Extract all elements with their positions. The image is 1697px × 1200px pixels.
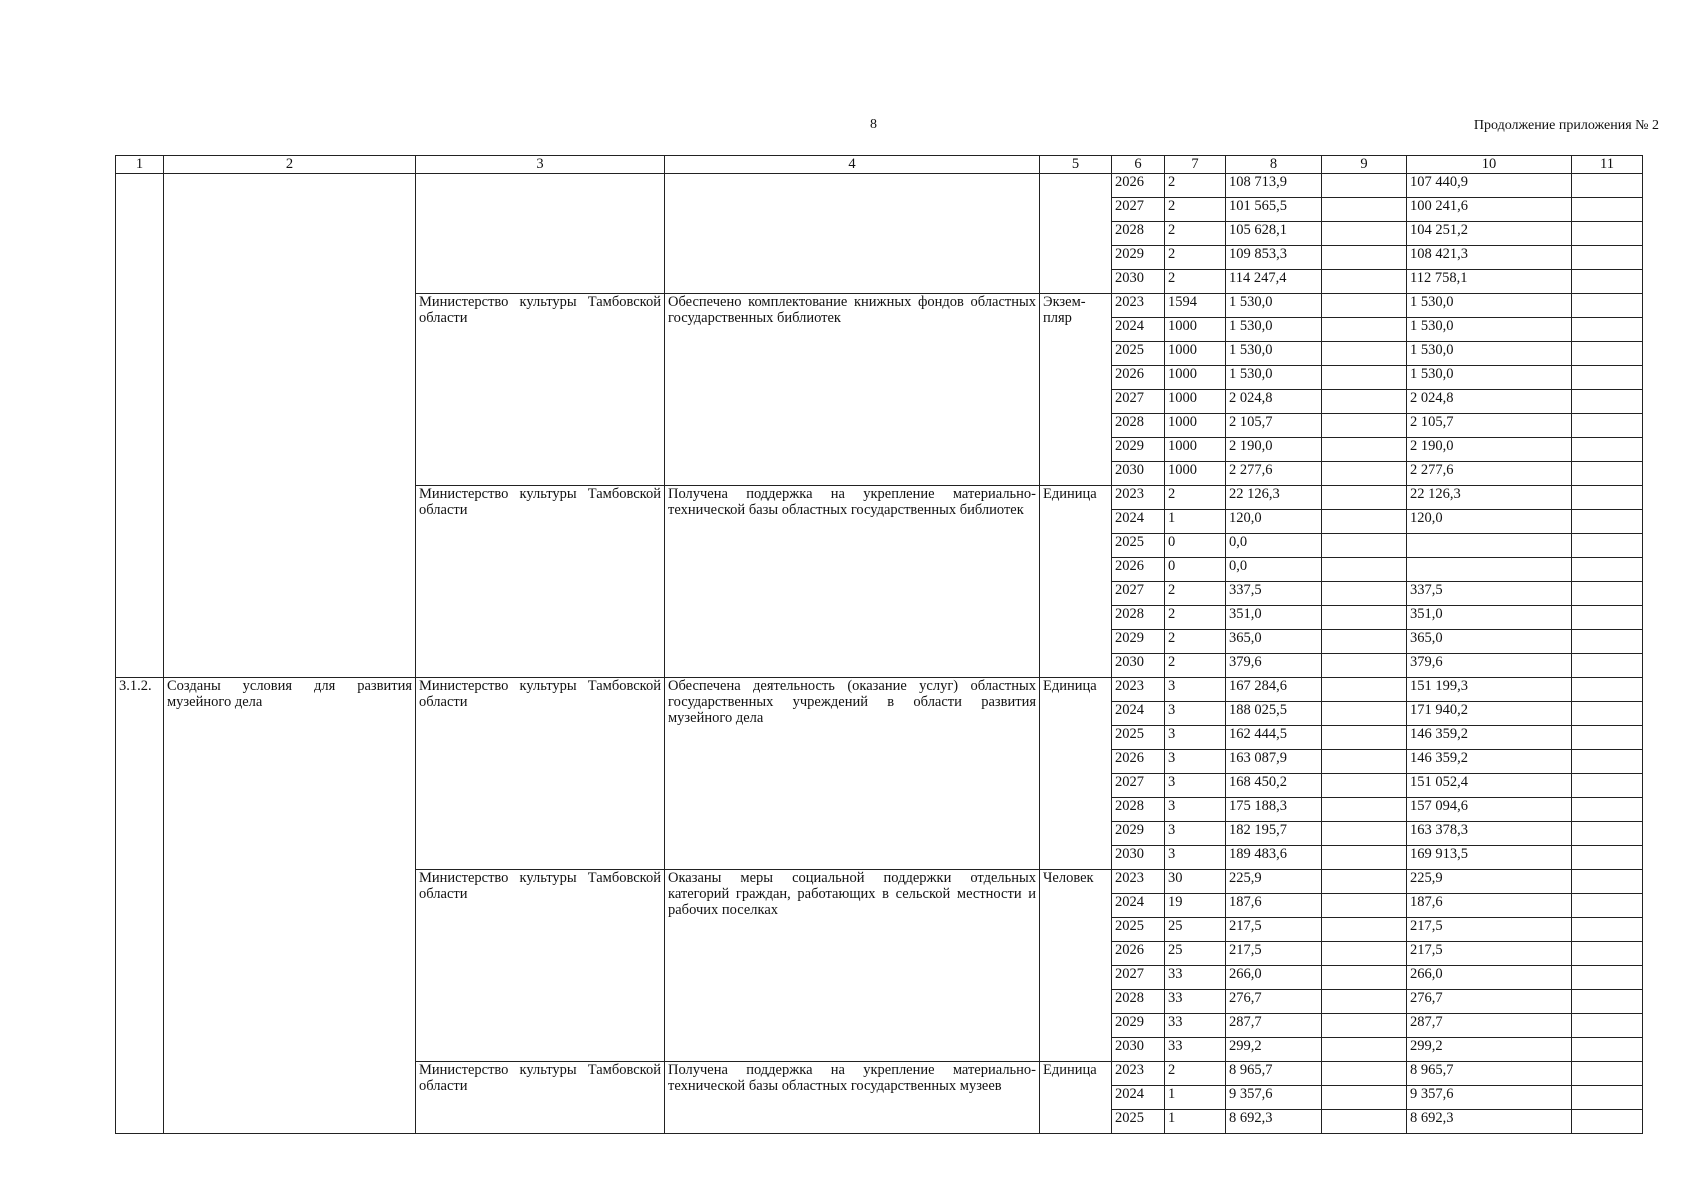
local-funding-cell [1572, 1086, 1643, 1110]
total-funding-cell: 299,2 [1226, 1038, 1322, 1062]
indicator-value-cell: 1 [1165, 1110, 1226, 1134]
regional-funding-cell: 1 530,0 [1407, 342, 1572, 366]
regional-funding-cell: 8 965,7 [1407, 1062, 1572, 1086]
year-cell: 2023 [1112, 294, 1165, 318]
federal-funding-cell [1322, 942, 1407, 966]
unit-cell: Человек [1040, 870, 1112, 1062]
federal-funding-cell [1322, 750, 1407, 774]
federal-funding-cell [1322, 510, 1407, 534]
regional-funding-cell: 169 913,5 [1407, 846, 1572, 870]
total-funding-cell: 379,6 [1226, 654, 1322, 678]
column-header-3: 3 [416, 156, 665, 174]
year-cell: 2027 [1112, 774, 1165, 798]
year-cell: 2029 [1112, 246, 1165, 270]
total-funding-cell: 162 444,5 [1226, 726, 1322, 750]
result-cell: Получена поддержка на укрепление материально-технической базы областных государственных библиотек [665, 486, 1040, 678]
total-funding-cell: 188 025,5 [1226, 702, 1322, 726]
federal-funding-cell [1322, 606, 1407, 630]
federal-funding-cell [1322, 774, 1407, 798]
total-funding-cell: 163 087,9 [1226, 750, 1322, 774]
indicator-value-cell: 2 [1165, 606, 1226, 630]
regional-funding-cell: 9 357,6 [1407, 1086, 1572, 1110]
regional-funding-cell: 100 241,6 [1407, 198, 1572, 222]
year-cell: 2023 [1112, 486, 1165, 510]
local-funding-cell [1572, 606, 1643, 630]
indicator-value-cell: 1 [1165, 510, 1226, 534]
regional-funding-cell: 1 530,0 [1407, 366, 1572, 390]
year-cell: 2027 [1112, 198, 1165, 222]
regional-funding-cell [1407, 558, 1572, 582]
federal-funding-cell [1322, 270, 1407, 294]
local-funding-cell [1572, 990, 1643, 1014]
local-funding-cell [1572, 486, 1643, 510]
local-funding-cell [1572, 630, 1643, 654]
total-funding-cell: 182 195,7 [1226, 822, 1322, 846]
local-funding-cell [1572, 270, 1643, 294]
regional-funding-cell: 266,0 [1407, 966, 1572, 990]
federal-funding-cell [1322, 894, 1407, 918]
federal-funding-cell [1322, 702, 1407, 726]
result-cell: Обеспечено комплектование книжных фондов областных государственных библиотек [665, 294, 1040, 486]
local-funding-cell [1572, 246, 1643, 270]
year-cell: 2027 [1112, 966, 1165, 990]
federal-funding-cell [1322, 174, 1407, 198]
page-number: 8 [870, 117, 877, 132]
indicator-value-cell: 1594 [1165, 294, 1226, 318]
task-name: Созданы условия для развития музейного дела [164, 678, 416, 1134]
table-body [116, 174, 1643, 1134]
local-funding-cell [1572, 678, 1643, 702]
total-funding-cell: 167 284,6 [1226, 678, 1322, 702]
total-funding-cell: 114 247,4 [1226, 270, 1322, 294]
federal-funding-cell [1322, 630, 1407, 654]
indicator-value-cell: 1000 [1165, 390, 1226, 414]
item-number [116, 174, 164, 678]
year-cell: 2029 [1112, 438, 1165, 462]
column-header-8: 8 [1226, 156, 1322, 174]
federal-funding-cell [1322, 870, 1407, 894]
local-funding-cell [1572, 366, 1643, 390]
total-funding-cell: 8 965,7 [1226, 1062, 1322, 1086]
total-funding-cell: 337,5 [1226, 582, 1322, 606]
indicator-value-cell: 25 [1165, 918, 1226, 942]
regional-funding-cell: 108 421,3 [1407, 246, 1572, 270]
indicator-value-cell: 3 [1165, 798, 1226, 822]
year-cell: 2027 [1112, 390, 1165, 414]
local-funding-cell [1572, 438, 1643, 462]
regional-funding-cell: 299,2 [1407, 1038, 1572, 1062]
continuation-label: Продолжение приложения № 2 [1473, 118, 1659, 133]
federal-funding-cell [1322, 822, 1407, 846]
federal-funding-cell [1322, 246, 1407, 270]
regional-funding-cell: 1 530,0 [1407, 294, 1572, 318]
result-cell: Получена поддержка на укрепление материально-технической базы областных государственных музеев [665, 1062, 1040, 1134]
federal-funding-cell [1322, 366, 1407, 390]
regional-funding-cell: 276,7 [1407, 990, 1572, 1014]
year-cell: 2024 [1112, 318, 1165, 342]
year-cell: 2023 [1112, 1062, 1165, 1086]
indicator-value-cell: 1000 [1165, 438, 1226, 462]
federal-funding-cell [1322, 582, 1407, 606]
total-funding-cell: 1 530,0 [1226, 342, 1322, 366]
year-cell: 2029 [1112, 822, 1165, 846]
regional-funding-cell: 379,6 [1407, 654, 1572, 678]
local-funding-cell [1572, 534, 1643, 558]
federal-funding-cell [1322, 534, 1407, 558]
federal-funding-cell [1322, 438, 1407, 462]
indicator-value-cell: 33 [1165, 966, 1226, 990]
regional-funding-cell: 187,6 [1407, 894, 1572, 918]
federal-funding-cell [1322, 294, 1407, 318]
federal-funding-cell [1322, 222, 1407, 246]
regional-funding-cell: 107 440,9 [1407, 174, 1572, 198]
result-cell: Оказаны меры социальной поддержки отдельных категорий граждан, работающих в сельской местности и рабочих поселках [665, 870, 1040, 1062]
executor-cell: Министерство культуры Тамбовской области [416, 486, 665, 678]
local-funding-cell [1572, 390, 1643, 414]
local-funding-cell [1572, 1014, 1643, 1038]
result-cell: Обеспечена деятельность (оказание услуг) областных государственных учреждений в области развития музейного дела [665, 678, 1040, 870]
federal-funding-cell [1322, 486, 1407, 510]
federal-funding-cell [1322, 414, 1407, 438]
regional-funding-cell: 2 277,6 [1407, 462, 1572, 486]
regional-funding-cell: 1 530,0 [1407, 318, 1572, 342]
indicator-value-cell: 2 [1165, 198, 1226, 222]
table-row [116, 174, 1643, 198]
federal-funding-cell [1322, 726, 1407, 750]
total-funding-cell: 365,0 [1226, 630, 1322, 654]
total-funding-cell: 109 853,3 [1226, 246, 1322, 270]
total-funding-cell: 2 105,7 [1226, 414, 1322, 438]
year-cell: 2024 [1112, 702, 1165, 726]
local-funding-cell [1572, 846, 1643, 870]
year-cell: 2029 [1112, 1014, 1165, 1038]
year-cell: 2025 [1112, 342, 1165, 366]
local-funding-cell [1572, 774, 1643, 798]
year-cell: 2026 [1112, 174, 1165, 198]
regional-funding-cell: 2 190,0 [1407, 438, 1572, 462]
column-header-1: 1 [116, 156, 164, 174]
result-cell [665, 174, 1040, 294]
federal-funding-cell [1322, 966, 1407, 990]
year-cell: 2025 [1112, 1110, 1165, 1134]
indicator-value-cell: 2 [1165, 270, 1226, 294]
local-funding-cell [1572, 750, 1643, 774]
column-header-11: 11 [1572, 156, 1643, 174]
regional-funding-cell: 365,0 [1407, 630, 1572, 654]
total-funding-cell: 175 188,3 [1226, 798, 1322, 822]
total-funding-cell: 108 713,9 [1226, 174, 1322, 198]
unit-cell: Единица [1040, 678, 1112, 870]
local-funding-cell [1572, 582, 1643, 606]
regional-funding-cell: 171 940,2 [1407, 702, 1572, 726]
indicator-value-cell: 3 [1165, 774, 1226, 798]
year-cell: 2028 [1112, 414, 1165, 438]
regional-funding-cell: 163 378,3 [1407, 822, 1572, 846]
executor-cell: Министерство культуры Тамбовской области [416, 294, 665, 486]
indicator-value-cell: 2 [1165, 174, 1226, 198]
total-funding-cell: 101 565,5 [1226, 198, 1322, 222]
local-funding-cell [1572, 966, 1643, 990]
column-header-10: 10 [1407, 156, 1572, 174]
local-funding-cell [1572, 558, 1643, 582]
year-cell: 2030 [1112, 846, 1165, 870]
column-header-5: 5 [1040, 156, 1112, 174]
year-cell: 2026 [1112, 750, 1165, 774]
regional-funding-cell: 157 094,6 [1407, 798, 1572, 822]
local-funding-cell [1572, 198, 1643, 222]
year-cell: 2023 [1112, 678, 1165, 702]
executor-cell: Министерство культуры Тамбовской области [416, 870, 665, 1062]
indicator-value-cell: 33 [1165, 1038, 1226, 1062]
federal-funding-cell [1322, 390, 1407, 414]
local-funding-cell [1572, 822, 1643, 846]
local-funding-cell [1572, 1062, 1643, 1086]
indicator-value-cell: 25 [1165, 942, 1226, 966]
year-cell: 2030 [1112, 654, 1165, 678]
total-funding-cell: 189 483,6 [1226, 846, 1322, 870]
regional-funding-cell: 151 199,3 [1407, 678, 1572, 702]
indicator-value-cell: 1000 [1165, 462, 1226, 486]
total-funding-cell: 1 530,0 [1226, 366, 1322, 390]
year-cell: 2030 [1112, 270, 1165, 294]
year-cell: 2030 [1112, 1038, 1165, 1062]
federal-funding-cell [1322, 1038, 1407, 1062]
local-funding-cell [1572, 702, 1643, 726]
local-funding-cell [1572, 318, 1643, 342]
executor-cell [416, 174, 665, 294]
regional-funding-cell: 217,5 [1407, 942, 1572, 966]
regional-funding-cell: 104 251,2 [1407, 222, 1572, 246]
total-funding-cell: 22 126,3 [1226, 486, 1322, 510]
year-cell: 2027 [1112, 582, 1165, 606]
regional-funding-cell: 8 692,3 [1407, 1110, 1572, 1134]
indicator-value-cell: 0 [1165, 534, 1226, 558]
local-funding-cell [1572, 654, 1643, 678]
local-funding-cell [1572, 294, 1643, 318]
year-cell: 2029 [1112, 630, 1165, 654]
total-funding-cell: 2 024,8 [1226, 390, 1322, 414]
federal-funding-cell [1322, 1086, 1407, 1110]
indicator-value-cell: 2 [1165, 582, 1226, 606]
item-number: 3.1.2. [116, 678, 164, 1134]
local-funding-cell [1572, 726, 1643, 750]
regional-funding-cell [1407, 534, 1572, 558]
regional-funding-cell: 351,0 [1407, 606, 1572, 630]
indicator-value-cell: 3 [1165, 726, 1226, 750]
regional-funding-cell: 287,7 [1407, 1014, 1572, 1038]
federal-funding-cell [1322, 318, 1407, 342]
federal-funding-cell [1322, 990, 1407, 1014]
program-table [115, 155, 1643, 1134]
indicator-value-cell: 2 [1165, 246, 1226, 270]
column-header-6: 6 [1112, 156, 1165, 174]
year-cell: 2024 [1112, 894, 1165, 918]
federal-funding-cell [1322, 1014, 1407, 1038]
local-funding-cell [1572, 918, 1643, 942]
column-header-2: 2 [164, 156, 416, 174]
indicator-value-cell: 1 [1165, 1086, 1226, 1110]
year-cell: 2028 [1112, 222, 1165, 246]
regional-funding-cell: 337,5 [1407, 582, 1572, 606]
executor-cell: Министерство культуры Тамбовской области [416, 1062, 665, 1134]
local-funding-cell [1572, 894, 1643, 918]
federal-funding-cell [1322, 846, 1407, 870]
local-funding-cell [1572, 414, 1643, 438]
year-cell: 2025 [1112, 726, 1165, 750]
indicator-value-cell: 3 [1165, 750, 1226, 774]
regional-funding-cell: 112 758,1 [1407, 270, 1572, 294]
regional-funding-cell: 225,9 [1407, 870, 1572, 894]
unit-cell [1040, 174, 1112, 294]
column-header-9: 9 [1322, 156, 1407, 174]
indicator-value-cell: 33 [1165, 990, 1226, 1014]
indicator-value-cell: 1000 [1165, 414, 1226, 438]
indicator-value-cell: 33 [1165, 1014, 1226, 1038]
total-funding-cell: 9 357,6 [1226, 1086, 1322, 1110]
indicator-value-cell: 2 [1165, 1062, 1226, 1086]
total-funding-cell: 1 530,0 [1226, 318, 1322, 342]
regional-funding-cell: 217,5 [1407, 918, 1572, 942]
total-funding-cell: 0,0 [1226, 534, 1322, 558]
indicator-value-cell: 1000 [1165, 366, 1226, 390]
federal-funding-cell [1322, 342, 1407, 366]
indicator-value-cell: 1000 [1165, 342, 1226, 366]
local-funding-cell [1572, 1110, 1643, 1134]
year-cell: 2028 [1112, 990, 1165, 1014]
header-row [116, 156, 1643, 174]
federal-funding-cell [1322, 918, 1407, 942]
total-funding-cell: 105 628,1 [1226, 222, 1322, 246]
total-funding-cell: 351,0 [1226, 606, 1322, 630]
regional-funding-cell: 2 105,7 [1407, 414, 1572, 438]
local-funding-cell [1572, 462, 1643, 486]
local-funding-cell [1572, 798, 1643, 822]
year-cell: 2028 [1112, 606, 1165, 630]
unit-cell: Экзем-пляр [1040, 294, 1112, 486]
indicator-value-cell: 3 [1165, 822, 1226, 846]
year-cell: 2024 [1112, 510, 1165, 534]
year-cell: 2026 [1112, 366, 1165, 390]
federal-funding-cell [1322, 462, 1407, 486]
federal-funding-cell [1322, 1062, 1407, 1086]
year-cell: 2025 [1112, 918, 1165, 942]
indicator-value-cell: 0 [1165, 558, 1226, 582]
table-row [116, 678, 1643, 702]
regional-funding-cell: 120,0 [1407, 510, 1572, 534]
regional-funding-cell: 151 052,4 [1407, 774, 1572, 798]
local-funding-cell [1572, 510, 1643, 534]
total-funding-cell: 217,5 [1226, 942, 1322, 966]
local-funding-cell [1572, 870, 1643, 894]
federal-funding-cell [1322, 678, 1407, 702]
local-funding-cell [1572, 342, 1643, 366]
indicator-value-cell: 30 [1165, 870, 1226, 894]
indicator-value-cell: 2 [1165, 630, 1226, 654]
column-header-4: 4 [665, 156, 1040, 174]
federal-funding-cell [1322, 798, 1407, 822]
total-funding-cell: 276,7 [1226, 990, 1322, 1014]
regional-funding-cell: 146 359,2 [1407, 726, 1572, 750]
total-funding-cell: 2 277,6 [1226, 462, 1322, 486]
column-header-7: 7 [1165, 156, 1226, 174]
local-funding-cell [1572, 174, 1643, 198]
year-cell: 2026 [1112, 558, 1165, 582]
federal-funding-cell [1322, 558, 1407, 582]
total-funding-cell: 120,0 [1226, 510, 1322, 534]
unit-cell: Единица [1040, 486, 1112, 678]
indicator-value-cell: 2 [1165, 222, 1226, 246]
year-cell: 2026 [1112, 942, 1165, 966]
total-funding-cell: 168 450,2 [1226, 774, 1322, 798]
total-funding-cell: 217,5 [1226, 918, 1322, 942]
year-cell: 2023 [1112, 870, 1165, 894]
regional-funding-cell: 2 024,8 [1407, 390, 1572, 414]
indicator-value-cell: 2 [1165, 486, 1226, 510]
federal-funding-cell [1322, 1110, 1407, 1134]
total-funding-cell: 2 190,0 [1226, 438, 1322, 462]
year-cell: 2030 [1112, 462, 1165, 486]
indicator-value-cell: 2 [1165, 654, 1226, 678]
indicator-value-cell: 3 [1165, 702, 1226, 726]
indicator-value-cell: 3 [1165, 678, 1226, 702]
indicator-value-cell: 1000 [1165, 318, 1226, 342]
regional-funding-cell: 22 126,3 [1407, 486, 1572, 510]
year-cell: 2025 [1112, 534, 1165, 558]
indicator-value-cell: 3 [1165, 846, 1226, 870]
year-cell: 2024 [1112, 1086, 1165, 1110]
local-funding-cell [1572, 222, 1643, 246]
total-funding-cell: 225,9 [1226, 870, 1322, 894]
federal-funding-cell [1322, 198, 1407, 222]
task-name [164, 174, 416, 678]
total-funding-cell: 8 692,3 [1226, 1110, 1322, 1134]
regional-funding-cell: 146 359,2 [1407, 750, 1572, 774]
total-funding-cell: 1 530,0 [1226, 294, 1322, 318]
total-funding-cell: 287,7 [1226, 1014, 1322, 1038]
local-funding-cell [1572, 942, 1643, 966]
indicator-value-cell: 19 [1165, 894, 1226, 918]
total-funding-cell: 187,6 [1226, 894, 1322, 918]
total-funding-cell: 0,0 [1226, 558, 1322, 582]
federal-funding-cell [1322, 654, 1407, 678]
unit-cell: Единица [1040, 1062, 1112, 1134]
year-cell: 2028 [1112, 798, 1165, 822]
executor-cell: Министерство культуры Тамбовской области [416, 678, 665, 870]
local-funding-cell [1572, 1038, 1643, 1062]
total-funding-cell: 266,0 [1226, 966, 1322, 990]
